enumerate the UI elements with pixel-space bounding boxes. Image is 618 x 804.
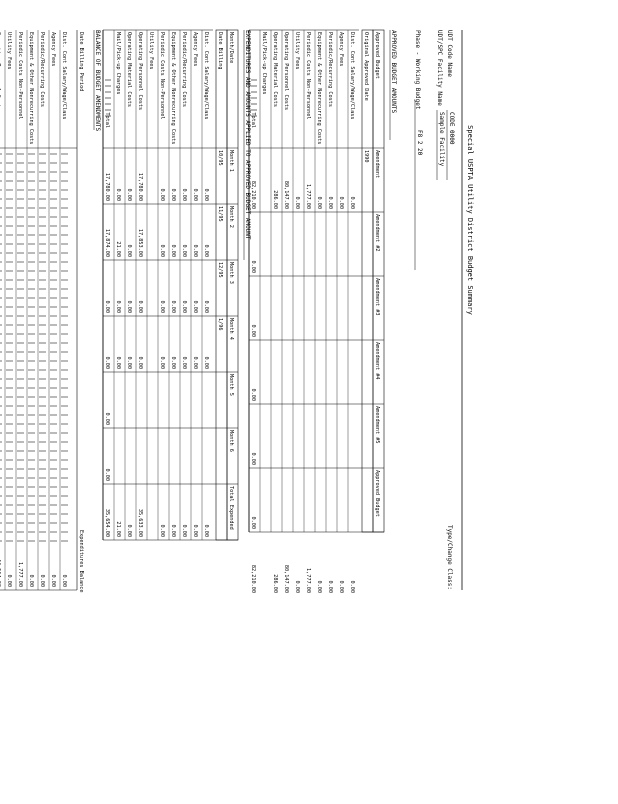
column-header: Amendment [374, 150, 380, 179]
column-header: Month 3 [228, 262, 234, 284]
column-header: Approved Budget [374, 32, 380, 79]
field-label: UDT/SPC Facility Name [436, 30, 443, 106]
cell-value: 0.00 [159, 356, 165, 369]
total-value: 82,210.00 [250, 564, 256, 593]
row-label: Periodic Costs Non-Personnel [159, 32, 165, 120]
column-subheader: Date Billing [217, 32, 223, 70]
row-label: Utility Fees [148, 32, 154, 70]
column-subheader: 1990 [363, 150, 369, 163]
cell-value: 21.00 [115, 521, 121, 537]
row-label: Operating Personnel Costs [283, 32, 289, 111]
cell-value: 286.00 [272, 574, 278, 593]
balance-table [0, 30, 84, 592]
cell-value: 0.00 [294, 196, 300, 209]
cell-value: 0.00 [39, 574, 45, 587]
row-label: Agency Fees [192, 32, 198, 67]
total-value: 0.00 [104, 356, 110, 369]
total-value: 0.00 [250, 388, 256, 401]
total-value: 35,654.00 [104, 508, 110, 537]
row-label [0, 32, 1, 110]
section-heading: BALANCE OF BUDGET AMENDMENTS [94, 30, 101, 132]
row-label: Equipment & Other Nonrecurring Costs [170, 32, 176, 145]
column-header: Amendment #3 [374, 278, 380, 316]
cell-value: 0.00 [203, 244, 209, 257]
expenditures-table [103, 30, 238, 540]
cell-value: 0.00 [126, 300, 132, 313]
column-subheader: 10/95 [217, 150, 223, 166]
cell-value: 1,777.00 [17, 562, 23, 587]
row-label: Periodic Costs Non-Personnel [17, 32, 23, 120]
total-value: 17,874.00 [104, 228, 110, 257]
cell-value: 0.00 [338, 580, 344, 593]
cell-value: 0.00 [349, 580, 355, 593]
row-label: Periodic Costs Non-Personnel [305, 32, 311, 120]
row-label: Agency Fees [50, 32, 56, 67]
cell-value: 80,147.00 [283, 180, 289, 209]
cell-value: 0.00 [137, 300, 143, 313]
cell-value: 0.00 [316, 196, 322, 209]
row-label: Equipment & Other Nonrecurring Costs [316, 32, 322, 145]
cell-value: 17,780.00 [137, 172, 143, 201]
row-label: Dist. Cont Salary/Wage/Class [61, 32, 67, 120]
cell-value: 0.00 [6, 574, 12, 587]
total-value: 0.00 [104, 468, 110, 481]
field-value: CODE 0000 [448, 112, 455, 145]
column-header: Total Expended [228, 486, 234, 530]
cell-value: 0.00 [170, 244, 176, 257]
row-label: Dist. Cont Salary/Wage/Class [349, 32, 355, 120]
row-label: Dist. Cont Salary/Wage/Class [203, 32, 209, 120]
row-label: Operating Material Costs [126, 32, 132, 107]
cell-value: 21.00 [115, 241, 121, 257]
cell-value: 0.00 [192, 524, 198, 537]
column-header: Amendment #5 [374, 406, 380, 444]
total-value: 82,210.00 [250, 180, 256, 209]
row-label: Utility Fees [6, 32, 12, 70]
row-label: Operating Personnel Costs [137, 32, 143, 111]
total-value: 0.00 [250, 452, 256, 465]
cell-value: 0.00 [126, 188, 132, 201]
cell-value: 0.00 [115, 188, 121, 201]
cell-value: 0.00 [170, 300, 176, 313]
cell-value: 286.00 [272, 190, 278, 209]
row-label: Operating Material Costs [272, 32, 278, 107]
cell-value: 0.00 [192, 188, 198, 201]
cell-value: 0.00 [126, 244, 132, 257]
cell-value: 80,147.00 [283, 564, 289, 593]
column-header: Amendment #2 [374, 214, 380, 252]
cell-value: 0.00 [192, 244, 198, 257]
cell-value: 0.00 [181, 524, 187, 537]
column-subheader: 12/95 [217, 262, 223, 278]
field-value: F8 2 20 [416, 130, 423, 156]
cell-value: 0.00 [203, 300, 209, 313]
cell-value: 0.00 [126, 524, 132, 537]
row-label: Mail/Pick-up Charges [115, 32, 121, 95]
row-label: Agency Fees [338, 32, 344, 67]
cell-value: 0.00 [159, 188, 165, 201]
column-subheader: Date Billing Period [78, 32, 84, 92]
cell-value: 0.00 [327, 580, 333, 593]
status-label: Type/Change Class: [446, 524, 453, 590]
column-subheader: Expenditures Balance [78, 530, 84, 593]
cell-value: 0.00 [192, 356, 198, 369]
cell-value [0, 559, 1, 587]
total-value: 0.00 [250, 260, 256, 273]
rotated-form [0, 30, 474, 593]
cell-value: 0.00 [203, 524, 209, 537]
cell-value: 1,777.00 [305, 184, 311, 209]
cell-value: 0.00 [338, 196, 344, 209]
row-label: Periodic/Recurring Costs [181, 32, 187, 107]
row-label: Equipment & Other Nonrecurring Costs [28, 32, 34, 145]
column-header: Month 4 [228, 318, 234, 340]
column-header: Approved Budget [374, 470, 380, 517]
total-label: Total [250, 112, 256, 128]
total-value: 0.00 [250, 324, 256, 337]
cell-value: 35,633.00 [137, 508, 143, 537]
section-heading: EXPENDITURES AND AMOUNTS APPLIED TO APPROVED BUDGET AMOUNT [244, 30, 251, 240]
cell-value: 0.00 [50, 574, 56, 587]
cell-value: 0.00 [181, 188, 187, 201]
field-value: Sample Facility [438, 112, 445, 167]
cell-value: 0.00 [28, 574, 34, 587]
cell-value: 0.00 [170, 356, 176, 369]
row-label: Periodic/Recurring Costs [327, 32, 333, 107]
header-fields [414, 30, 455, 270]
cell-value: 0.00 [170, 524, 176, 537]
cell-value: 0.00 [126, 356, 132, 369]
expenditures-section [103, 30, 251, 540]
cell-value: 0.00 [316, 580, 322, 593]
cell-value: 0.00 [137, 356, 143, 369]
approved-budget-table [249, 30, 384, 593]
total-label: Total [104, 112, 110, 128]
cell-value: 0.00 [181, 244, 187, 257]
cell-value: 0.00 [170, 188, 176, 201]
column-header: Month 2 [228, 206, 234, 228]
field-label: UDT Code Name [446, 30, 453, 77]
cell-value: 0.00 [192, 300, 198, 313]
cell-value: 0.00 [115, 300, 121, 313]
cell-value: 17,853.00 [137, 228, 143, 257]
row-label: Mail/Pick-up Charges [261, 32, 267, 95]
cell-value: 0.00 [294, 580, 300, 593]
column-header: Amendment #4 [374, 342, 380, 380]
total-value: 17,780.00 [104, 172, 110, 201]
cell-value: 0.00 [61, 574, 67, 587]
column-header: Month 1 [228, 150, 234, 172]
approved-budget-section [249, 30, 397, 593]
cell-value: 1,777.00 [305, 568, 311, 593]
cell-value: 0.00 [349, 196, 355, 209]
column-subheader: 11/95 [217, 206, 223, 222]
total-value: 0.00 [104, 300, 110, 313]
cell-value: 0.00 [159, 244, 165, 257]
field-label: Phase - Working Budget [414, 30, 421, 110]
cell-value: 0.00 [181, 356, 187, 369]
balance-section [0, 30, 101, 592]
cell-value: 0.00 [181, 300, 187, 313]
row-label: Utility Fees [294, 32, 300, 70]
column-header: Month/Date [228, 32, 234, 64]
column-header: Month 6 [228, 430, 234, 452]
cell-value: 0.00 [159, 300, 165, 313]
column-subheader: Original Approved Date [363, 32, 369, 101]
cell-value: 0.00 [203, 188, 209, 201]
column-header: Month 5 [228, 374, 234, 396]
row-label: Periodic/Recurring Costs [39, 32, 45, 107]
cell-value: 0.00 [159, 524, 165, 537]
cell-value: 0.00 [115, 356, 121, 369]
cell-value: 0.00 [203, 356, 209, 369]
cell-value: 0.00 [327, 196, 333, 209]
document-title: Special USPTA Utility District Budget Summary [466, 125, 474, 315]
column-subheader: 1/96 [217, 318, 223, 331]
section-heading: APPROVED BUDGET AMOUNTS [390, 30, 397, 114]
total-value: 0.00 [104, 412, 110, 425]
total-value: 0.00 [250, 516, 256, 529]
